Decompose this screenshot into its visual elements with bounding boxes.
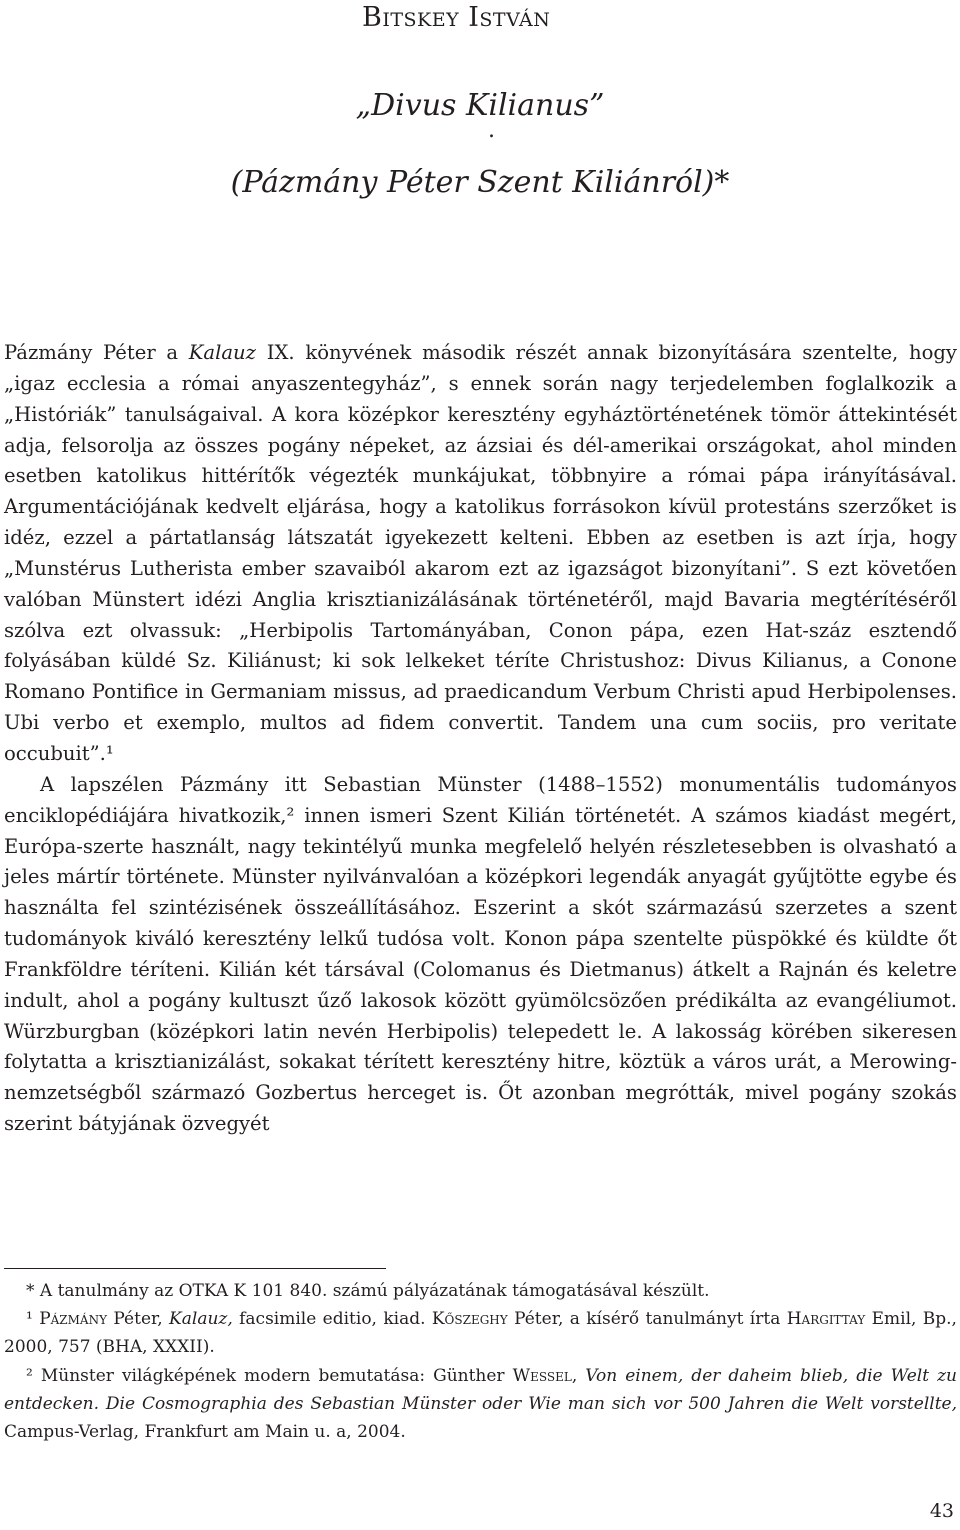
footnotes	[4, 1277, 957, 1446]
page-number: 43	[929, 1500, 954, 1522]
fn1-editor-koszeghy: Kőszeghy	[431, 1309, 508, 1330]
p1-kalauz-title: Kalauz	[188, 341, 256, 364]
fn1-text-a: Péter,	[107, 1309, 170, 1330]
paragraph-1	[4, 338, 957, 770]
fn1-author-pazmany: Pázmány	[39, 1309, 108, 1330]
fn2-book-title: Von einem, der daheim blieb, die Welt zu entdecken. Die Cosmographia des Sebastian Münster oder Wie man sich vor 500 Jahren die Welt vorstellte,	[4, 1365, 958, 1414]
footnote-2	[4, 1362, 957, 1447]
fn1-text-c: Péter, a kísérő tanulmányt írta	[507, 1309, 787, 1330]
p1-text-a: Pázmány Péter a	[4, 341, 189, 364]
title-separator-dot: .	[488, 118, 495, 143]
article-title-line-2: (Pázmány Péter Szent Kiliánról)*	[230, 165, 730, 200]
running-head-author: Bitskey István	[362, 2, 551, 33]
fn2-comma: ,	[571, 1365, 586, 1386]
fn2-text-b: Campus-Verlag, Frankfurt am Main u. a, 2004.	[4, 1422, 406, 1443]
footnote-separator	[4, 1268, 386, 1269]
article-title-line-1: „Divus Kilianus”	[355, 88, 605, 123]
paragraph-2: A lapszélen Pázmány itt Sebastian Münster (1488–1552) monumentális tudományos enciklopédiájára hivatkozik,² innen ismeri Szent Kilián történetét. A számos kiadást megért, Európa-szerte használt, nagy tekintélyű munka megfelelő helyén részletesebben is olvasható a jeles mártír története. Münster nyilvánvalóan a középkori legendák anyagát gyűjtötte egybe és használta fel szintézisének összeállításához. Eszerint a skót származású szerzetes a szent tudományok kiváló keresztény lelkű tudósa volt. Konon pápa szentelte püspökké és küldte őt Frankföldre téríteni. Kilián két társával (Colomanus és Dietmanus) átkelt a Rajnán és keletre indult, ahol a pogány kultuszt űző lakosok között gyümölcsözően prédikálta az evangéliumot. Würzburgban (középkori latin nevén Herbipolis) telepedett le. A lakosság körében sikeresen folytatta a krisztianizálást, sokakat térített keresztény hitre, köztük a város urát, a Merowing-nemzetségből származó Gozbertus herceget is. Őt azonban megrótták, mivel pogány szokás szerint bátyjának özvegyét	[4, 772, 957, 1136]
footnote-star: * A tanulmány az OTKA K 101 840. számú pályázatának támogatásával készült.	[26, 1281, 710, 1301]
p1-text-b: IX. könyvének második részét annak bizonyítására szentelte, hogy „igaz ecclesia a római anyaszentegyház”, s ennek során nagy terjedelemben foglalkozik a „Históriák” tanulságaival. A kora középkor keresztény egyháztörténetének tömör áttekintését adja, felsorolja az összes pogány népeket, az ázsiai és dél-amerikai országokat, ahol minden esetben katolikus hittérítők végezték munkájukat, többnyire a római pápa irányításával. Argumentációjának kedvelt eljárása, hogy a katolikus forrásokon kívül protestáns szerzőket is idéz, ezzel a pártatlanság látszatát igyekezett kelteni. Ebben az esetben is azt írja, hogy „Munstérus Lutherista ember szavaiból akarom ezt az igazságot bizonyítani”. S ezt követően valóban Münstert idézi Anglia krisztianizálásának történetéről, majd Bavaria megtérítéséről szólva ezt olvassuk: „Herbipolis Tartományában, Conon pápa, ezen Hat-száz esztendő folyásában küldé Sz. Kiliánust; ki sok lelkeket téríte Christushoz: Divus Kilianus, a Conone Romano Pontifice in Germaniam missus, ad praedicandum Verbum Christi apud Herbipolenses. Ubi verbo et exemplo, multos ad fidem convertit. Tandem una cum sociis, pro veritate occubuit”.¹	[4, 341, 957, 765]
fn1-author-hargittay: Hargittay	[786, 1309, 866, 1330]
fn2-author-wessel: Wessel	[512, 1365, 572, 1386]
fn1-text-d: Emil, Bp., 2000, 757 (BHA, XXXII).	[4, 1309, 957, 1358]
fn1-text-b: facsimile editio, kiad.	[232, 1309, 432, 1330]
main-text	[4, 338, 957, 1140]
fn2-text-a: ² Münster világképének modern bemutatása: Günther	[26, 1365, 513, 1386]
fn1-kalauz-title: Kalauz,	[169, 1309, 233, 1330]
fn1-mark: ¹	[26, 1309, 40, 1330]
footnote-1	[4, 1305, 957, 1361]
